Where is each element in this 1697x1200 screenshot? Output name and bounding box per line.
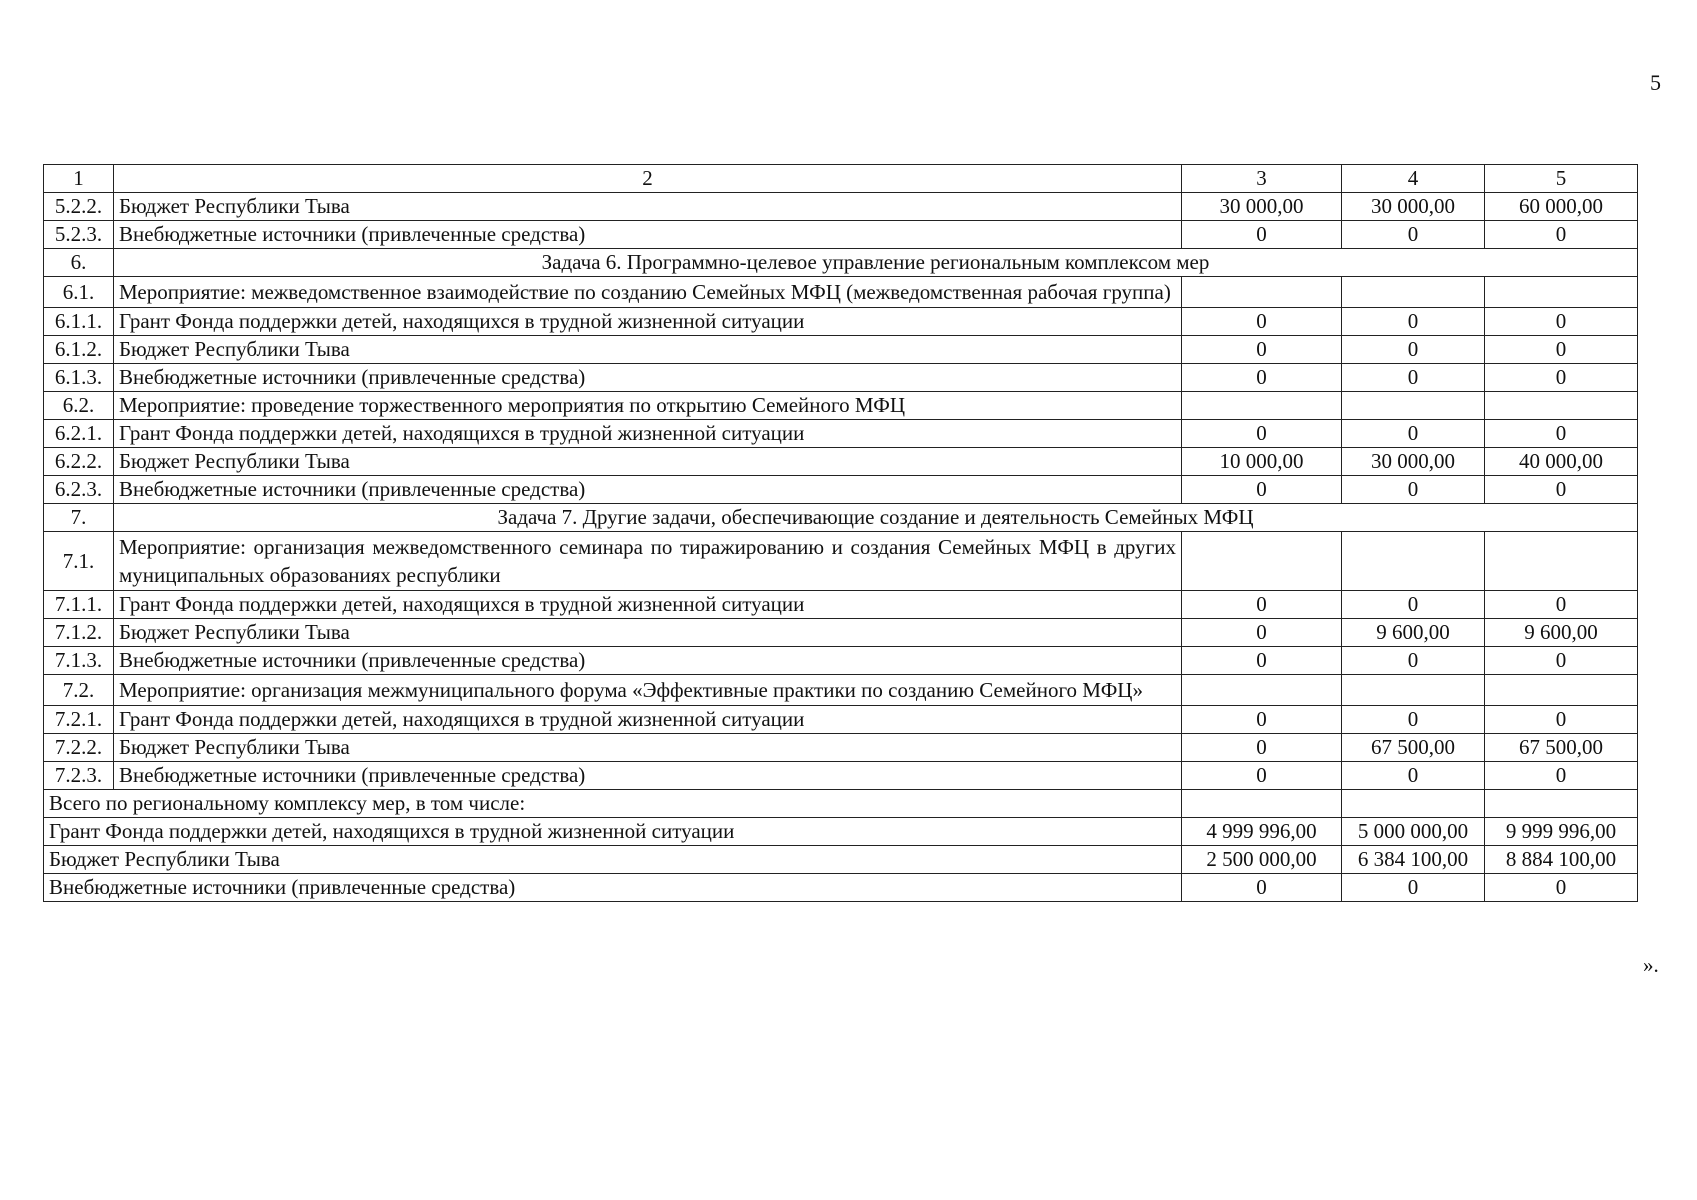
value-cell: 0 — [1182, 221, 1342, 249]
value-cell: 0 — [1485, 420, 1638, 448]
row-description: Внебюджетные источники (привлеченные средства) — [114, 647, 1182, 675]
value-cell — [1182, 392, 1342, 420]
row-number: 7.2.1. — [44, 706, 114, 734]
value-cell: 0 — [1182, 734, 1342, 762]
row-number: 7.1.2. — [44, 619, 114, 647]
row-number: 7.2.3. — [44, 762, 114, 790]
header-cell: 3 — [1182, 165, 1342, 193]
total-value-cell — [1342, 790, 1485, 818]
total-value-cell: 0 — [1342, 874, 1485, 902]
value-cell: 0 — [1342, 591, 1485, 619]
row-description: Бюджет Республики Тыва — [114, 619, 1182, 647]
value-cell: 0 — [1485, 762, 1638, 790]
row-description: Грант Фонда поддержки детей, находящихся в трудной жизненной ситуации — [114, 420, 1182, 448]
table-row — [44, 448, 1638, 476]
value-cell: 0 — [1485, 647, 1638, 675]
total-value-cell: 8 884 100,00 — [1485, 846, 1638, 874]
table-row — [44, 476, 1638, 504]
value-cell: 0 — [1342, 364, 1485, 392]
table-row — [44, 591, 1638, 619]
table-row — [44, 532, 1638, 591]
table-row — [44, 420, 1638, 448]
value-cell — [1485, 532, 1638, 591]
row-number: 7.1.3. — [44, 647, 114, 675]
closing-quote-mark: ». — [1643, 953, 1659, 977]
row-number: 6.2.3. — [44, 476, 114, 504]
value-cell: 0 — [1182, 308, 1342, 336]
table-row — [44, 392, 1638, 420]
value-cell: 67 500,00 — [1485, 734, 1638, 762]
row-description: Внебюджетные источники (привлеченные средства) — [114, 364, 1182, 392]
value-cell: 30 000,00 — [1342, 193, 1485, 221]
row-number: 5.2.2. — [44, 193, 114, 221]
row-description: Мероприятие: проведение торжественного мероприятия по открытию Семейного МФЦ — [114, 392, 1182, 420]
row-description: Внебюджетные источники (привлеченные средства) — [114, 762, 1182, 790]
value-cell: 0 — [1182, 591, 1342, 619]
value-cell: 30 000,00 — [1342, 448, 1485, 476]
total-value-cell: 5 000 000,00 — [1342, 818, 1485, 846]
row-number: 6.2. — [44, 392, 114, 420]
header-cell: 4 — [1342, 165, 1485, 193]
value-cell: 0 — [1182, 762, 1342, 790]
header-row — [44, 165, 1638, 193]
table-row — [44, 364, 1638, 392]
row-description: Грант Фонда поддержки детей, находящихся в трудной жизненной ситуации — [114, 706, 1182, 734]
row-number: 6.1.3. — [44, 364, 114, 392]
table-row — [44, 706, 1638, 734]
row-description: Мероприятие: межведомственное взаимодействие по созданию Семейных МФЦ (межведомственная рабочая группа) — [114, 277, 1182, 308]
value-cell: 0 — [1182, 420, 1342, 448]
table-row — [44, 734, 1638, 762]
value-cell — [1342, 675, 1485, 706]
table-row — [44, 619, 1638, 647]
row-description: Мероприятие: организация межведомственного семинара по тиражированию и создания Семейных МФЦ в других муниципальных образованиях республики — [114, 532, 1182, 591]
task-title: Задача 7. Другие задачи, обеспечивающие создание и деятельность Семейных МФЦ — [114, 504, 1638, 532]
header-cell: 5 — [1485, 165, 1638, 193]
table-row — [44, 762, 1638, 790]
row-number: 7.1. — [44, 532, 114, 591]
row-description: Внебюджетные источники (привлеченные средства) — [114, 221, 1182, 249]
value-cell: 0 — [1485, 336, 1638, 364]
task-row — [44, 249, 1638, 277]
value-cell: 0 — [1342, 762, 1485, 790]
total-row — [44, 818, 1638, 846]
value-cell — [1485, 392, 1638, 420]
total-description: Грант Фонда поддержки детей, находящихся в трудной жизненной ситуации — [44, 818, 1182, 846]
total-value-cell: 4 999 996,00 — [1182, 818, 1342, 846]
value-cell: 0 — [1182, 619, 1342, 647]
table-row — [44, 675, 1638, 706]
value-cell: 0 — [1485, 591, 1638, 619]
table-body — [44, 165, 1638, 902]
row-description: Бюджет Республики Тыва — [114, 734, 1182, 762]
value-cell: 0 — [1485, 476, 1638, 504]
value-cell: 10 000,00 — [1182, 448, 1342, 476]
row-number: 7.2.2. — [44, 734, 114, 762]
value-cell: 0 — [1182, 364, 1342, 392]
value-cell — [1342, 277, 1485, 308]
value-cell: 0 — [1485, 364, 1638, 392]
total-description: Бюджет Республики Тыва — [44, 846, 1182, 874]
task-row — [44, 504, 1638, 532]
value-cell: 30 000,00 — [1182, 193, 1342, 221]
value-cell: 0 — [1182, 706, 1342, 734]
value-cell: 0 — [1182, 647, 1342, 675]
task-title: Задача 6. Программно-целевое управление региональным комплексом мер — [114, 249, 1638, 277]
total-value-cell — [1182, 790, 1342, 818]
total-value-cell — [1485, 790, 1638, 818]
value-cell: 60 000,00 — [1485, 193, 1638, 221]
value-cell: 0 — [1485, 706, 1638, 734]
table-row — [44, 221, 1638, 249]
table-row — [44, 308, 1638, 336]
total-description: Внебюджетные источники (привлеченные средства) — [44, 874, 1182, 902]
header-cell: 2 — [114, 165, 1182, 193]
row-description: Мероприятие: организация межмуниципального форума «Эффективные практики по созданию Семейного МФЦ» — [114, 675, 1182, 706]
total-value-cell: 0 — [1182, 874, 1342, 902]
value-cell: 9 600,00 — [1342, 619, 1485, 647]
total-value-cell: 6 384 100,00 — [1342, 846, 1485, 874]
table-row — [44, 193, 1638, 221]
row-number: 6. — [44, 249, 114, 277]
row-number: 6.2.2. — [44, 448, 114, 476]
total-value-cell: 9 999 996,00 — [1485, 818, 1638, 846]
value-cell — [1182, 532, 1342, 591]
row-description: Грант Фонда поддержки детей, находящихся в трудной жизненной ситуации — [114, 308, 1182, 336]
value-cell — [1342, 532, 1485, 591]
value-cell — [1342, 392, 1485, 420]
total-row — [44, 790, 1638, 818]
total-row — [44, 874, 1638, 902]
value-cell: 0 — [1182, 336, 1342, 364]
value-cell: 0 — [1342, 308, 1485, 336]
table-row — [44, 336, 1638, 364]
row-number: 6.1.1. — [44, 308, 114, 336]
value-cell — [1182, 277, 1342, 308]
row-number: 7. — [44, 504, 114, 532]
row-description: Бюджет Республики Тыва — [114, 448, 1182, 476]
row-description: Внебюджетные источники (привлеченные средства) — [114, 476, 1182, 504]
table-row — [44, 647, 1638, 675]
row-number: 6.1. — [44, 277, 114, 308]
total-row — [44, 846, 1638, 874]
header-cell: 1 — [44, 165, 114, 193]
value-cell: 0 — [1342, 420, 1485, 448]
row-description: Бюджет Республики Тыва — [114, 193, 1182, 221]
value-cell — [1485, 675, 1638, 706]
value-cell: 0 — [1485, 308, 1638, 336]
value-cell: 0 — [1342, 221, 1485, 249]
row-number: 7.1.1. — [44, 591, 114, 619]
total-description: Всего по региональному комплексу мер, в том числе: — [44, 790, 1182, 818]
row-number: 7.2. — [44, 675, 114, 706]
row-number: 5.2.3. — [44, 221, 114, 249]
value-cell: 0 — [1342, 706, 1485, 734]
value-cell: 40 000,00 — [1485, 448, 1638, 476]
total-value-cell: 2 500 000,00 — [1182, 846, 1342, 874]
row-number: 6.1.2. — [44, 336, 114, 364]
value-cell: 0 — [1342, 476, 1485, 504]
value-cell: 0 — [1342, 336, 1485, 364]
value-cell: 67 500,00 — [1342, 734, 1485, 762]
row-number: 6.2.1. — [44, 420, 114, 448]
total-value-cell: 0 — [1485, 874, 1638, 902]
value-cell: 0 — [1182, 476, 1342, 504]
row-description: Грант Фонда поддержки детей, находящихся в трудной жизненной ситуации — [114, 591, 1182, 619]
value-cell: 9 600,00 — [1485, 619, 1638, 647]
value-cell — [1182, 675, 1342, 706]
budget-table — [43, 164, 1638, 902]
value-cell: 0 — [1485, 221, 1638, 249]
row-description: Бюджет Республики Тыва — [114, 336, 1182, 364]
value-cell — [1485, 277, 1638, 308]
value-cell: 0 — [1342, 647, 1485, 675]
page-number: 5 — [1650, 70, 1661, 95]
table-row — [44, 277, 1638, 308]
